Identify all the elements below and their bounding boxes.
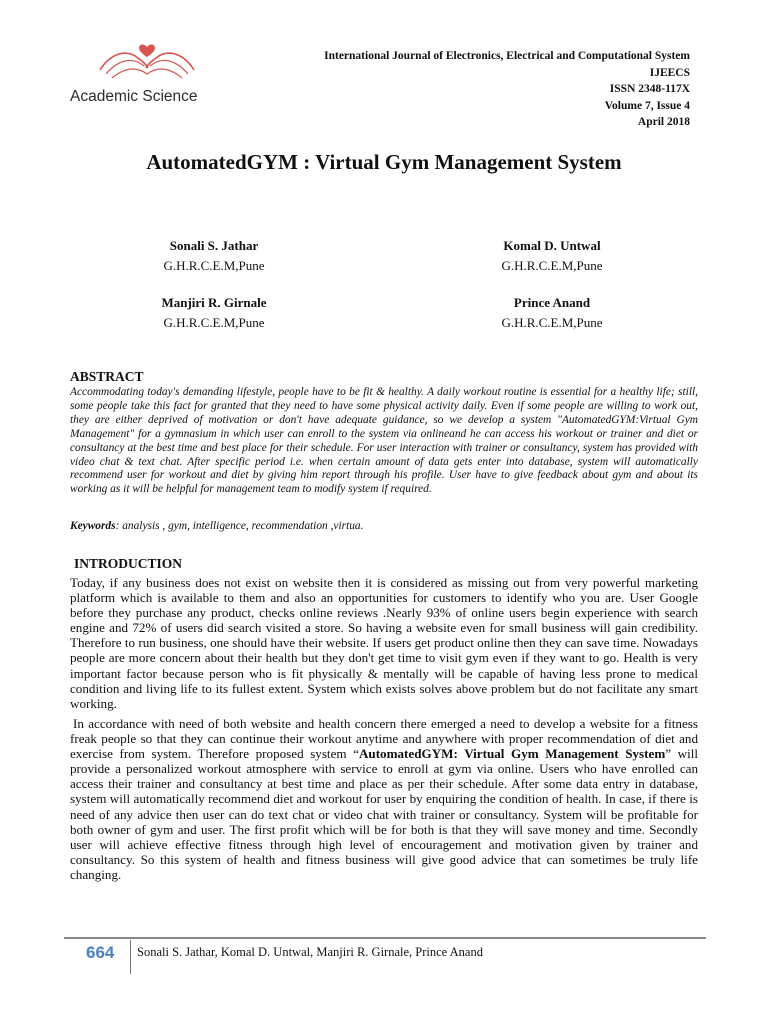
author-block xyxy=(104,293,324,333)
author-name: Manjiri R. Girnale xyxy=(161,295,267,310)
paper-title: AutomatedGYM : Virtual Gym Management System xyxy=(146,150,622,174)
author-block xyxy=(104,236,324,276)
keywords-list: : analysis , gym, intelligence, recommendation ,virtua. xyxy=(115,520,364,532)
footer-divider xyxy=(64,937,706,939)
author-affiliation: G.H.R.C.E.M,Pune xyxy=(501,315,603,330)
journal-abbr: IJEECS xyxy=(649,66,690,79)
author-affiliation: G.H.R.C.E.M,Pune xyxy=(163,258,265,273)
journal-date: April 2018 xyxy=(637,116,690,128)
system-name-bold: AutomatedGYM: Virtual Gym Management System xyxy=(358,746,666,762)
intro-p2-end: ” will provide a personalized workout atmosphere with service to enroll at gym via online. Users who have enrolled can access their trainer and consultancy at best time and place as per their schedule. After some data entry in database, system will automatically recommend diet and workout for user by enquiring the condition of health. In case, if there is need of any advice then user can do text chat or video chat with trainer or consultancy. System will be profitable for both owner of gym and user. The first profit which will be for both is that they will save money and time. Secondly user will achieve effective fitness through high level of encouragement and motivation given by trainer and consultancy. So this system of health and fitness business will give good advice that can sometimes be truly life changing. xyxy=(70,746,698,882)
keywords-label: Keywords xyxy=(70,520,116,532)
academic-science-logo xyxy=(70,40,220,108)
journal-issn: ISSN 2348-117X xyxy=(609,83,690,95)
journal-name: International Journal of Electronics, Electrical and Computational System xyxy=(324,50,690,62)
intro-paragraph-1: Today, if any business does not exist on website then it is considered as missing out from very powerful marketing platform which is available to them and also an opportunities for customers to identify who you are. User Google before they purchase any product, checks online reviews .Nearly 93% of online users begin experience with search engine and 72% of users did search visited a store. So having a website even for small business will gain credibility. Therefore to run business, one should have their website. If users get product online then they can save time. Nowadays people are more concern about their health but they don't get time to visit gym even if they want to go. Health is very important factor because person who is fit physically & mentally will be capable of having less prone to medical condition and living life to its fullest extent. System which exists solves above problem but do not facilitate any smart working. xyxy=(70,575,698,711)
page-number: 664 xyxy=(86,943,115,962)
intro-paragraph-2 xyxy=(70,716,698,882)
author-block xyxy=(442,293,662,333)
intro-p2-start: In accordance with need of both website and health concern there emerged a need to develop a website for a fitness freak people so that they can continue their workout anytime and anywhere with proper recommendation of diet and exercise from system. Therefore proposed system “ xyxy=(70,716,698,762)
abstract-text: Accommodating today's demanding lifestyle, people have to be fit & healthy. A daily workout routine is essential for a healthy life; still, some people take this fact for granted that they need to have some physical activity daily. Even if some people are willing to work out, they are either deprived of motivation or don't have adequate guidance, so we develop a system "AutomatedGYM:Virtual Gym Management" for a gymnasium in which user can enroll to the system via onlineand he can access his workout or trainer and diet or consultancy at the best time and best place for their schedule. For user interaction with trainer or consultancy, system has provided with video chat & text chat. After specific period i.e. when certain amount of data gets enter into database, system will automatically recommend user for workout and diet by giving him report through his profile. User have to give feedback about gym and about its working as it will be helpful for management team to modify system if required. xyxy=(70,386,698,496)
footer-separator xyxy=(130,940,131,974)
logo-text: Academic Science xyxy=(70,88,198,105)
author-name: Prince Anand xyxy=(513,295,591,310)
author-affiliation: G.H.R.C.E.M,Pune xyxy=(163,315,265,330)
author-affiliation: G.H.R.C.E.M,Pune xyxy=(501,258,603,273)
journal-info xyxy=(230,48,690,131)
introduction-heading: INTRODUCTION xyxy=(74,556,183,571)
journal-volume: Volume 7, Issue 4 xyxy=(604,99,690,112)
author-name: Komal D. Untwal xyxy=(503,238,601,253)
abstract-heading: ABSTRACT xyxy=(70,369,144,384)
hands-heart-logo-icon xyxy=(92,40,202,86)
author-block xyxy=(442,236,662,276)
author-name: Sonali S. Jathar xyxy=(169,238,259,253)
footer-authors: Sonali S. Jathar, Komal D. Untwal, Manjiri R. Girnale, Prince Anand xyxy=(137,945,483,959)
keywords xyxy=(70,519,698,533)
